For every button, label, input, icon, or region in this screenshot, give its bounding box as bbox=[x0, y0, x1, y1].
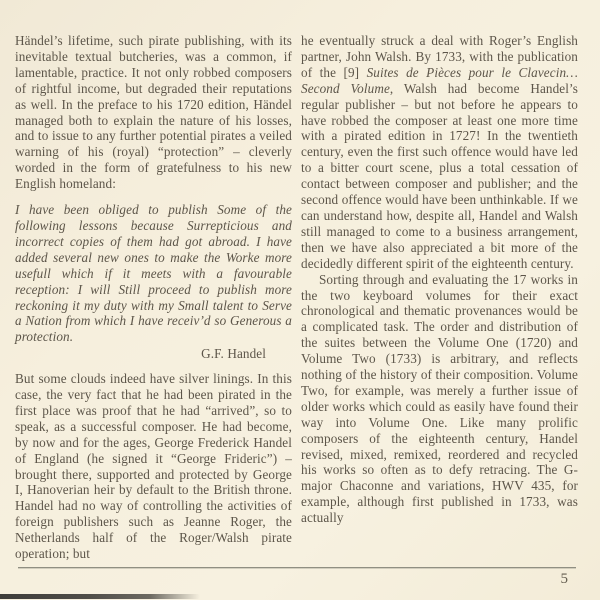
footer-rule bbox=[18, 567, 576, 568]
scan-edge-artifact bbox=[0, 594, 200, 599]
page-number: 5 bbox=[560, 571, 568, 587]
paragraph-silver-linings: But some clouds indeed have silver linings. In this case, the very fact that he had been pirated in the first place was proof that he had “arrived”, so to speak, as a successful composer. He had become, by now and for the ages, George Frederick Handel of England (he signed it “George Frideric”) – brought there, supported and protected by George I, Hanoverian heir by default to the British throne. Handel had no way of controlling the activities of foreign publishers such as Jeanne Roger, the Netherlands half of the Roger/Walsh pirate operation; but bbox=[15, 371, 292, 562]
handel-preface-quote: I have been obliged to publish Some of the following lessons because Surrepticious and incorrect copies of them had got abroad. I have added several new ones to make the Worke more usefull which if it meets with a favourable reception: I will Still proceed to publish more reckoning it my duty with my Small talent to Serve a Nation from which I have receiv’d so Generous a protection. bbox=[15, 202, 292, 345]
paragraph-segment: he eventually struck a deal with Roger’s English partner, John Walsh. By 1733, with the publication of the [9] bbox=[301, 33, 578, 80]
left-column bbox=[15, 33, 292, 562]
paragraph-pirate-publishing: Händel’s lifetime, such pirate publishing, with its inevitable textual butcheries, was a common, if lamentable, practice. It not only robbed composers of rightful income, but degraded their reputations as well. In the preface to his 1720 edition, Händel managed both to explain the nature of his losses, and to issue to any further potential pirates a veiled warning of his (royal) “protection” – cleverly worded in the form of gratefulness to his new English homeland: bbox=[15, 33, 292, 192]
paragraph-segment: , Walsh had become Handel’s regular publisher – but not before he appears to have robbed the composer at least one more time with a pirated edition in 1727! In the twentieth century, even the first such offence would have led to a bitter court scene, plus a total cessation of contact between composer and publisher; and the second offence would have been unthinkable. If we can understand how, despite all, Handel and Walsh still managed to come to a business arrangement, then we have also appreciated a bit more of the decidedly different spirit of the eighteenth century. bbox=[301, 80, 578, 271]
paragraph-sorting-suites: Sorting through and evaluating the 17 works in the two keyboard volumes for their exact chronological and thematic provenances would be a complicated task. The order and distribution of the suites between the Volume One (1720) and Volume Two (1733) is arbitrary, and reflects nothing of the history of their composition. Volume Two, for example, was merely a further issue of older works which could as easily have found their way into Volume One. Like many prolific composers of the eighteenth century, Handel revised, mixed, remixed, reordered and recycled his works so often as to defy retracing. The G-major Chaconne and variations, HWV 435, for example, although first published in 1733, was actually bbox=[301, 271, 578, 526]
text-columns bbox=[15, 33, 578, 562]
right-column bbox=[301, 33, 578, 562]
work-title-italic: Suites de Pièces pour le Clavecin… Second Volume bbox=[301, 64, 578, 96]
paragraph-walsh-deal bbox=[301, 33, 578, 272]
quote-attribution: G.F. Handel bbox=[201, 346, 266, 362]
